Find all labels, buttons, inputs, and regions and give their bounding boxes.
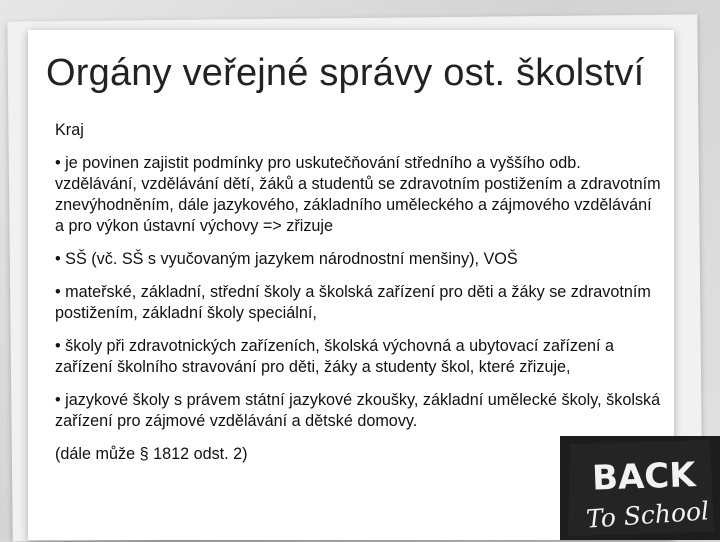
footnote: (dále může § 1812 odst. 2): [55, 445, 248, 463]
back-to-school-icon: [560, 436, 720, 540]
bullet-ss-vos: • SŠ (vč. SŠ s vyučovaným jazykem národnostní menšiny), VOŠ: [55, 250, 518, 268]
back-to-school-image: [560, 436, 720, 540]
bullet-language-schools: • jazykové školy s právem státní jazykové zkoušky, základní umělecké školy, školská zařízení pro zájmové vzdělávání a dětské domovy.: [55, 391, 661, 430]
bullet-hospital-schools: • školy při zdravotnických zařízeních, školská výchovná a ubytovací zařízení a zařízení školního stravování pro děti, žáky a studenty škol, které zřizuje,: [55, 337, 614, 376]
slide-content: [55, 120, 665, 477]
bullet-obligation: • je povinen zajistit podmínky pro uskutečňování středního a vyššího odb. vzdělávání, vzdělávání dětí, žáků a studentů se zdravotním postižením a zdravotním znevýhodněním, dále jazykového, základního uměleckého a zájmového vzdělávání a pro výkon ústavní výchovy => zřizuje: [55, 154, 661, 235]
section-heading: Kraj: [55, 121, 84, 139]
bullet-special-schools: • mateřské, základní, střední školy a školská zařízení pro děti a žáky se zdravotním postižením, základní školy speciální,: [55, 283, 651, 322]
to-school-text: To School: [585, 496, 710, 534]
back-text: BACK: [591, 455, 697, 499]
slide-title: Orgány veřejné správy ost. školství: [46, 52, 645, 94]
